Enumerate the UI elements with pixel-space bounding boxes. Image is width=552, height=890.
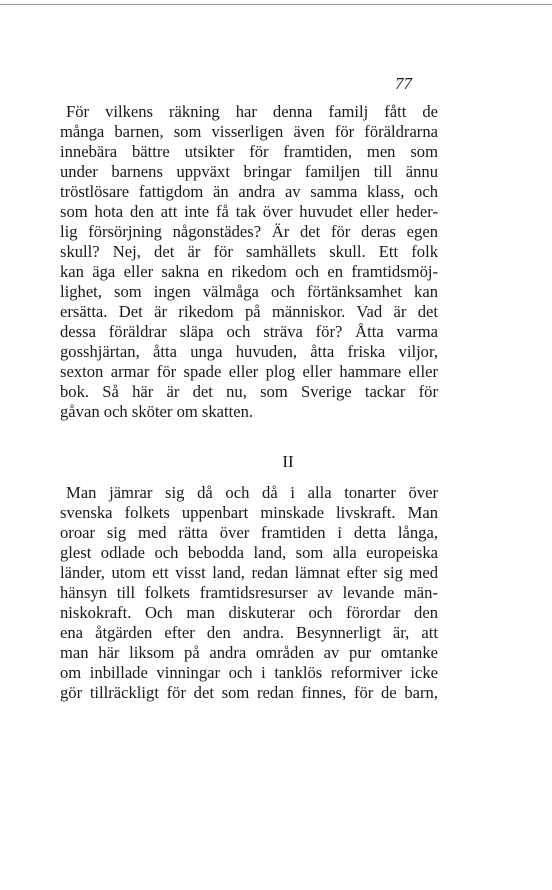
text-line: För vilkens räkning har denna familj fått de <box>66 102 438 121</box>
section-heading: II <box>282 452 294 471</box>
text-line: många barnen, som visserligen även för föräldrarna <box>60 122 438 141</box>
text-line: under barnens uppväxt bringar familjen till ännu <box>60 162 438 181</box>
text-line: man här liksom på andra områden av pur omtanke <box>60 643 438 662</box>
text-line: Man jämrar sig då och då i alla tonarter över <box>66 483 438 502</box>
text-line: skull? Nej, det är för samhällets skull. Ett folk <box>60 242 438 261</box>
text-line: bok. Så här är det nu, som Sverige tackar för <box>60 382 438 401</box>
text-line: svenska folkets uppenbart minskade livskraft. Man <box>60 503 438 522</box>
text-line: glest odlade och bebodda land, som alla europeiska <box>60 543 438 562</box>
text-line: hänsyn till folkets framtidsresurser av levande män- <box>60 583 438 602</box>
text-line: länder, utom ett visst land, redan lämnat efter sig med <box>60 563 438 582</box>
text-line: oroar sig med rätta över framtiden i detta långa, <box>60 523 438 542</box>
text-line: sexton armar för spade eller plog eller hammare eller <box>60 362 438 381</box>
text-line: lig försörjning någonstädes? Är det för deras egen <box>60 222 438 241</box>
top-border-line <box>0 4 552 5</box>
text-line: ersätta. Det är rikedom på människor. Vad är det <box>60 302 438 321</box>
text-line: tröstlösare fattigdom än andra av samma klass, och <box>60 182 438 201</box>
text-line: gåvan och sköter om skatten. <box>60 402 254 421</box>
text-line: gosshjärtan, åtta unga huvuden, åtta friska viljor, <box>60 342 438 361</box>
text-line: gör tillräckligt för det som redan finnes, för de barn, <box>60 683 438 702</box>
text-line: om inbillade vinningar och i tanklös reformiver icke <box>60 663 438 682</box>
page-number: 77 <box>395 74 412 93</box>
text-line: niskokraft. Och man diskuterar och förordar den <box>60 603 438 622</box>
text-line: ena åtgärden efter den andra. Besynnerligt är, att <box>60 623 438 642</box>
text-line: innebära bättre utsikter för framtiden, men som <box>60 142 438 161</box>
paragraph-1 <box>60 102 438 422</box>
paragraph-2 <box>60 483 438 703</box>
text-line: kan äga eller sakna en rikedom och en framtidsmöj- <box>60 262 438 281</box>
text-line: dessa föräldrar släpa och sträva för? Åtta varma <box>60 322 438 341</box>
text-line: som hota den att inte få tak över huvudet eller heder- <box>60 202 438 221</box>
text-line: lighet, som ingen välmåga och förtänksamhet kan <box>60 282 438 301</box>
